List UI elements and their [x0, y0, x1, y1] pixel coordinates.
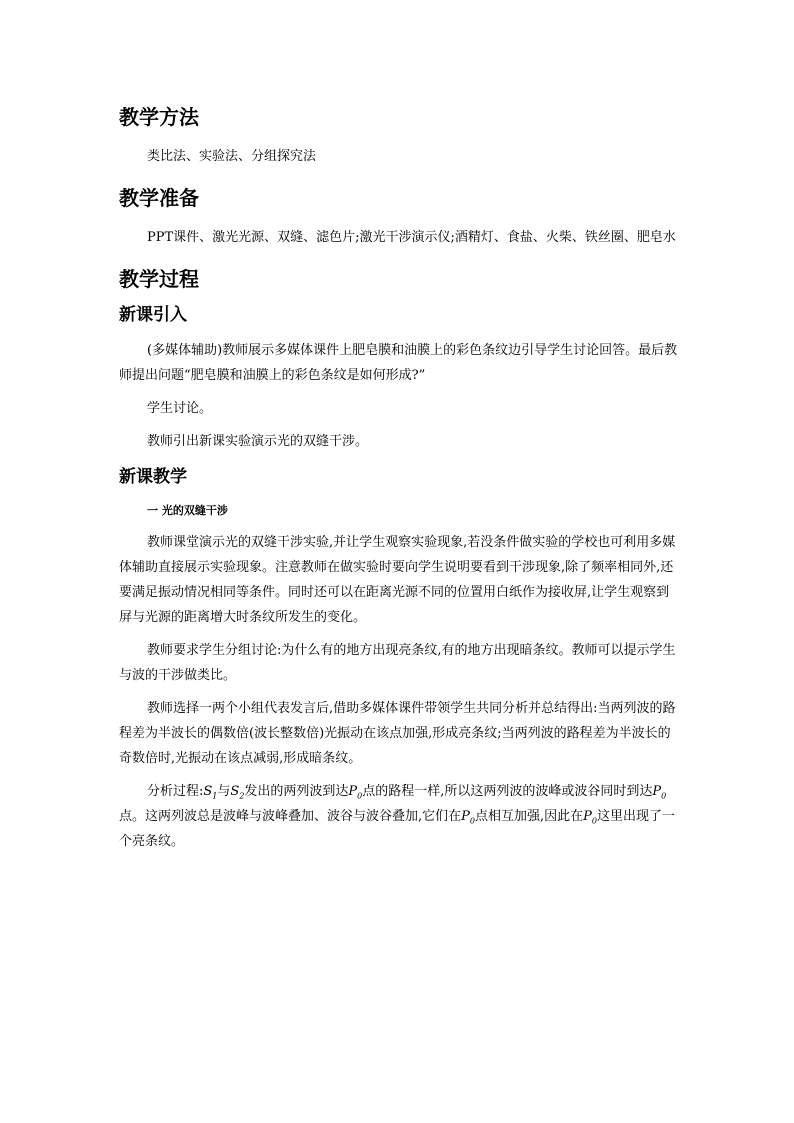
symbol-p0: $P_0$	[652, 784, 667, 801]
symbol-s2: $S_2$	[230, 784, 245, 801]
symbol-s1: $S_1$	[203, 784, 218, 801]
teaching-paragraph-2: 教师要求学生分组讨论:为什么有的地方出现亮条纹,有的地方出现暗条纹。教师可以提示学生与波的干涉做类比。	[119, 643, 676, 683]
symbol-p0: $P_0$	[461, 809, 475, 826]
methods-text: 类比法、实验法、分组探究法	[147, 149, 317, 164]
intro-paragraph-2: 学生讨论。	[147, 401, 213, 416]
process-heading: 教学过程	[119, 267, 199, 291]
teaching-subheading: 一 光的双缝干涉	[147, 504, 228, 517]
intro-heading: 新课引入	[119, 305, 187, 325]
analysis-text-1: 分析过程:	[147, 784, 204, 799]
methods-heading: 教学方法	[119, 105, 199, 129]
symbol-p0: $P_0$	[348, 784, 363, 801]
preparation-heading: 教学准备	[119, 186, 199, 210]
document-body	[119, 102, 679, 854]
analysis-text-2: 与	[217, 784, 231, 799]
teaching-paragraph-1: 教师课堂演示光的双缝干涉实验,并让学生观察实验现象,若没条件做实验的学校也可利用多媒体辅助直接展示实验现象。注意教师在做实验时要向学生说明要看到干涉现象,除了频率相同外,还要满足振动情况相同等条件。同时还可以在距离光源不同的位置用白纸作为接收屏,让学生观察到屏与光源的距离增大时条纹所发生的变化。	[119, 535, 676, 625]
analysis-text-6: 点相互加强,因此在	[474, 809, 584, 824]
intro-paragraph-1: (多媒体辅助)教师展示多媒体课件上肥皂膜和油膜上的彩色条纹边引导学生讨论回答。最后教师提出问题“肥皂膜和油膜上的彩色条纹是如何形成?”	[119, 343, 678, 383]
teaching-heading: 新课教学	[119, 467, 187, 487]
preparation-text: PPT课件、激光光源、双缝、滤色片;激光干涉演示仪;酒精灯、食盐、火柴、铁丝圈、肥皂水	[147, 230, 676, 245]
analysis-text-7: 这里出现了一个亮条纹。	[119, 809, 675, 849]
analysis-text-4: 点的路程一样,所以这两列波的波峰或波谷同时到达	[362, 784, 653, 799]
teaching-paragraph-3: 教师选择一两个小组代表发言后,借助多媒体课件带领学生共同分析并总结得出:当两列波的路程差为半波长的偶数倍(波长整数倍)光振动在该点加强,形成亮条纹;当两列波的路程差为半波长的奇数倍时,光振动在该点减弱,形成暗条纹。	[119, 701, 676, 766]
analysis-text-5: 点。这两列波总是波峰与波峰叠加、波谷与波谷叠加,它们在	[119, 809, 462, 824]
analysis-paragraph	[119, 779, 679, 854]
intro-paragraph-3: 教师引出新课实验演示光的双缝干涉。	[147, 434, 369, 449]
analysis-text-3: 发出的两列波到达	[244, 784, 349, 799]
symbol-p0: $P_0$	[583, 809, 597, 826]
